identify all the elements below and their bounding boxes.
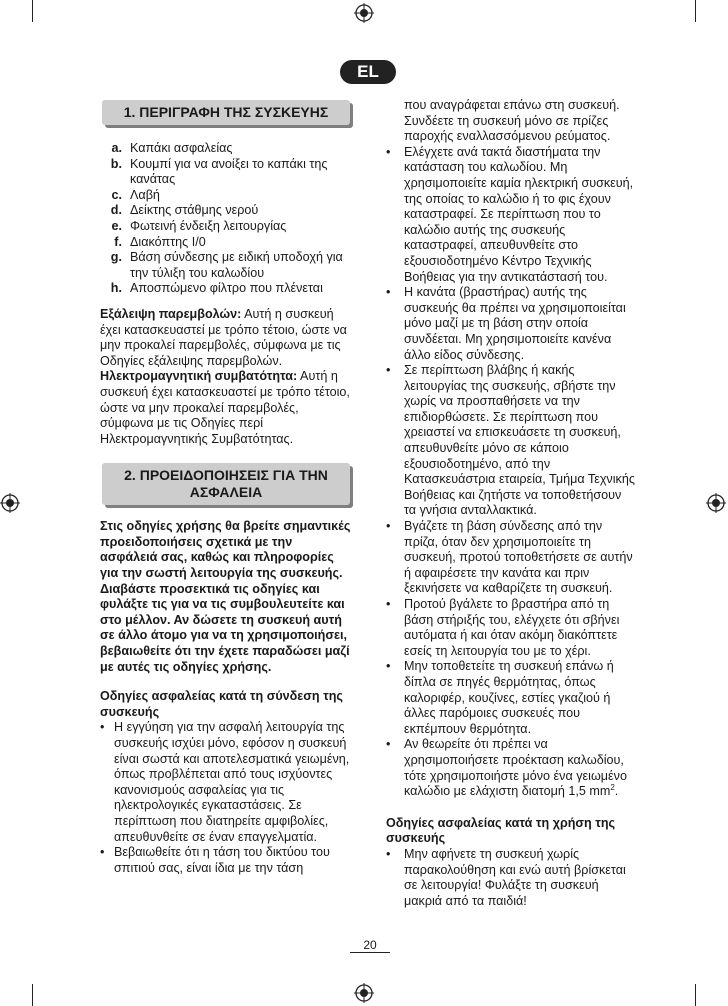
list-item — [100, 188, 352, 204]
bullet-mark: • — [100, 720, 105, 735]
part-text: Διακόπτης I/0 — [130, 234, 206, 249]
registration-mark-icon — [354, 3, 374, 23]
list-item — [386, 363, 636, 519]
emc-label: Ηλεκτρομαγνητική συμβατότητα: — [100, 369, 298, 384]
bullet-text: Η κανάτα (βραστήρας) αυτής της συσκευής θα πρέπει να χρησιμοποιείται μόνο μαζί με τη βάση στην οποία συνδέεται. Μη χρησιμοποιείτε κανένα άλλο είδος σύνδεσης. — [404, 285, 626, 362]
bullet-mark: • — [386, 144, 391, 159]
bullet-text: Μην τοποθετείτε τη συσκευή επάνω ή δίπλα σε πηγές θερμότητας, όπως καλοριφέρ, κουζίνες, εστίες γκαζιού ή άλλες παρόμοιες συσκευές που εκπέμπουν θερμότητα. — [404, 659, 614, 736]
parts-list — [100, 141, 352, 297]
list-item — [100, 157, 352, 188]
bullet-mark: • — [386, 737, 391, 752]
part-letter: e. — [111, 218, 122, 233]
emc-note — [100, 369, 352, 447]
connection-safety-heading: Οδηγίες ασφαλείας κατά τη σύνδεση της συσκευής — [100, 689, 343, 719]
left-column — [100, 100, 352, 876]
section-1-heading: 1. ΠΕΡΙΓΡΑΦΗ ΤΗΣ ΣΥΣΚΕΥΗΣ — [102, 100, 350, 125]
interference-text: Αυτή η συσκευή έχει κατασκευαστεί με τρόπο τέτοιο, ώστε να μην προκαλεί παρεμβολές, σύμφωνα με τις Οδηγίες εξάλειψης παρεμβολών. — [100, 306, 347, 368]
extension-end: . — [614, 784, 619, 799]
part-letter: a. — [111, 141, 122, 155]
bullet-mark: • — [386, 597, 391, 611]
list-item — [100, 219, 352, 235]
list-item — [386, 285, 636, 363]
right-column — [386, 98, 636, 909]
interference-note — [100, 307, 352, 369]
list-item — [386, 519, 636, 597]
list-item — [100, 250, 352, 281]
crop-mark — [32, 0, 33, 22]
bullet-text: Προτού βγάλετε το βραστήρα από τη βάση στήριξής του, ελέγχετε ότι σβήνει αυτόματα ή και όταν ακόμη διακόπτετε εσείς τη λειτουργία του με το χέρι. — [404, 597, 620, 658]
list-item — [100, 235, 352, 251]
interference-label: Εξάλειψη παρεμβολών: — [100, 306, 242, 321]
list-item — [100, 141, 352, 157]
registration-mark-icon — [0, 493, 20, 513]
part-letter: b. — [110, 156, 122, 171]
part-text: Λαβή — [130, 187, 160, 202]
list-item — [100, 203, 352, 219]
list-item — [386, 145, 636, 285]
bullet-mark: • — [386, 846, 391, 861]
extension-text: Αν θεωρείτε ότι πρέπει να χρησιμοποιήσετε προέκταση καλωδίου, τότε χρησιμοποιήστε μόνο ένα γειωμένο καλώδιο με ελάχιστη διατομή 1,5 mm — [404, 737, 627, 799]
list-item — [386, 737, 636, 799]
bullet-text: Ελέγχετε ανά τακτά διαστήματα την κατάσταση του καλωδίου. Μη χρησιμοποιείτε καμία ηλεκτρική συσκευή, της οποίας το καλώδιο ή το φις έχουν καταστραφεί. Σε περίπτωση που το καλώδιο αυτής της συσκευής καταστραφεί, απευθυνθείτε στο εξουσιοδοτημένο Κέντρο Τεχνικής Βοήθειας για την αντικατάστασή του. — [404, 144, 634, 284]
part-text: Βάση σύνδεσης με ειδική υποδοχή για την τύλιξη του καλωδίου — [130, 250, 343, 280]
list-item — [100, 281, 352, 297]
bullet-text: Βεβαιωθείτε ότι η τάση του δικτύου του σπιτιού σας, είναι ίδια με την τάση — [114, 845, 330, 875]
part-letter: h. — [110, 281, 122, 296]
bullet-mark: • — [386, 285, 391, 300]
bullet-text: Βγάζετε τη βάση σύνδεσης από την πρίζα, όταν δεν χρησιμοποιείτε τη συσκευή, προτού τοποθετήσετε σε αυτήν ή αφαιρέσετε την κανάτα και πριν ξεκινήσετε να καθαρίζετε τη συσκευή. — [404, 519, 633, 596]
part-text: Κουμπί για να ανοίξει το καπάκι της κανάτας — [130, 156, 328, 187]
part-text: Φωτεινή ένδειξη λειτουργίας — [130, 218, 287, 233]
list-item — [386, 659, 636, 737]
bullet-mark: • — [100, 845, 105, 860]
part-letter: g. — [110, 250, 122, 265]
part-text: Καπάκι ασφαλείας — [130, 141, 233, 155]
page-number: 20 — [350, 938, 390, 953]
registration-mark-icon — [354, 983, 374, 1003]
continuation-text: που αναγράφεται επάνω στη συσκευή. Συνδέετε τη συσκευή μόνο σε πρίζες παροχής εναλλασσόμενου ρεύματος. — [404, 98, 620, 144]
crop-mark — [695, 0, 696, 22]
list-item — [386, 847, 636, 909]
part-letter: d. — [110, 203, 122, 218]
part-letter: c. — [111, 187, 122, 202]
part-text: Δείκτης στάθμης νερού — [130, 203, 259, 218]
superscript: 2 — [610, 782, 615, 792]
list-item — [100, 720, 352, 845]
registration-mark-icon — [706, 493, 726, 513]
list-item — [100, 845, 352, 876]
part-letter: f. — [114, 234, 122, 249]
bullet-mark: • — [386, 519, 391, 534]
bullet-text: Σε περίπτωση βλάβης ή κακής λειτουργίας της συσκευής, σβήστε την χωρίς να προσπαθήσετε να την επιδιορθώσετε. Σε περίπτωση που χρειαστεί να επισκευάσετε τη συσκευή, απευθυνθείτε μόνο σε κάποιο εξουσιοδοτημένο, από την Κατασκευάστρια εταιρεία, Τμήμα Τεχνικής Βοήθειας και ζητήστε να τοποθετήσουν τα γνήσια ανταλλακτικά. — [404, 363, 635, 518]
bullet-mark: • — [386, 659, 391, 674]
usage-safety-heading: Οδηγίες ασφαλείας κατά τη χρήση της συσκευής — [386, 815, 616, 846]
part-text: Αποσπώμενο φίλτρο που πλένεται — [130, 281, 323, 296]
language-badge: EL — [340, 60, 396, 84]
safety-intro: Στις οδηγίες χρήσης θα βρείτε σημαντικές προειδοποιήσεις σχετικά με την ασφάλειά σας, καθώς και πληροφορίες για την σωστή λειτουργία της συσκευής. Διαβάστε προσεκτικά τις οδηγίες και φυλάξτε τις για να τις συμβουλευτείτε και στο μέλλον. Αν δώσετε τη συσκευή αυτή σε άλλο άτομο για να τη χρησιμοποιήσει, βεβαιωθείτε ότι την έχετε παραδώσει μαζί με αυτές τις οδηγίες χρήσης. — [100, 519, 351, 674]
list-item — [386, 597, 636, 659]
bullet-text: Η εγγύηση για την ασφαλή λειτουργία της συσκευής ισχύει μόνο, εφόσον η συσκευή είναι σωστά και αποτελεσματικά γειωμένη, όπως προβλέπεται από τους ισχύοντες κανονισμούς ασφαλείας για τις ηλεκτρολογικές εγκαταστάσεις. Σε περίπτωση που διατηρείτε αμφιβολίες, απευθυνθείτε σε έναν επαγγελματία. — [114, 720, 350, 844]
emc-text: Αυτή η συσκευή έχει κατασκευαστεί με τρόπο τέτοιο, ώστε να μην προκαλεί παρεμβολές, σύμφωνα με τις Οδηγίες περί Ηλεκτρομαγνητικής Συμβατότητας. — [100, 369, 350, 446]
bullet-text — [400, 737, 636, 799]
crop-mark — [32, 984, 33, 1006]
bullet-mark: • — [386, 363, 391, 378]
bullet-text: Μην αφήνετε τη συσκευή χωρίς παρακολούθηση και ενώ αυτή βρίσκεται σε λειτουργία! Φυλάξτε τη συσκευή μακριά από τα παιδιά! — [404, 846, 626, 908]
section-2-heading: 2. ΠΡΟΕΙΔΟΠΟΙΗΣΕΙΣ ΓΙΑ ΤΗΝ ΑΣΦΑΛΕΙΑ — [102, 463, 350, 505]
crop-mark — [695, 984, 696, 1006]
